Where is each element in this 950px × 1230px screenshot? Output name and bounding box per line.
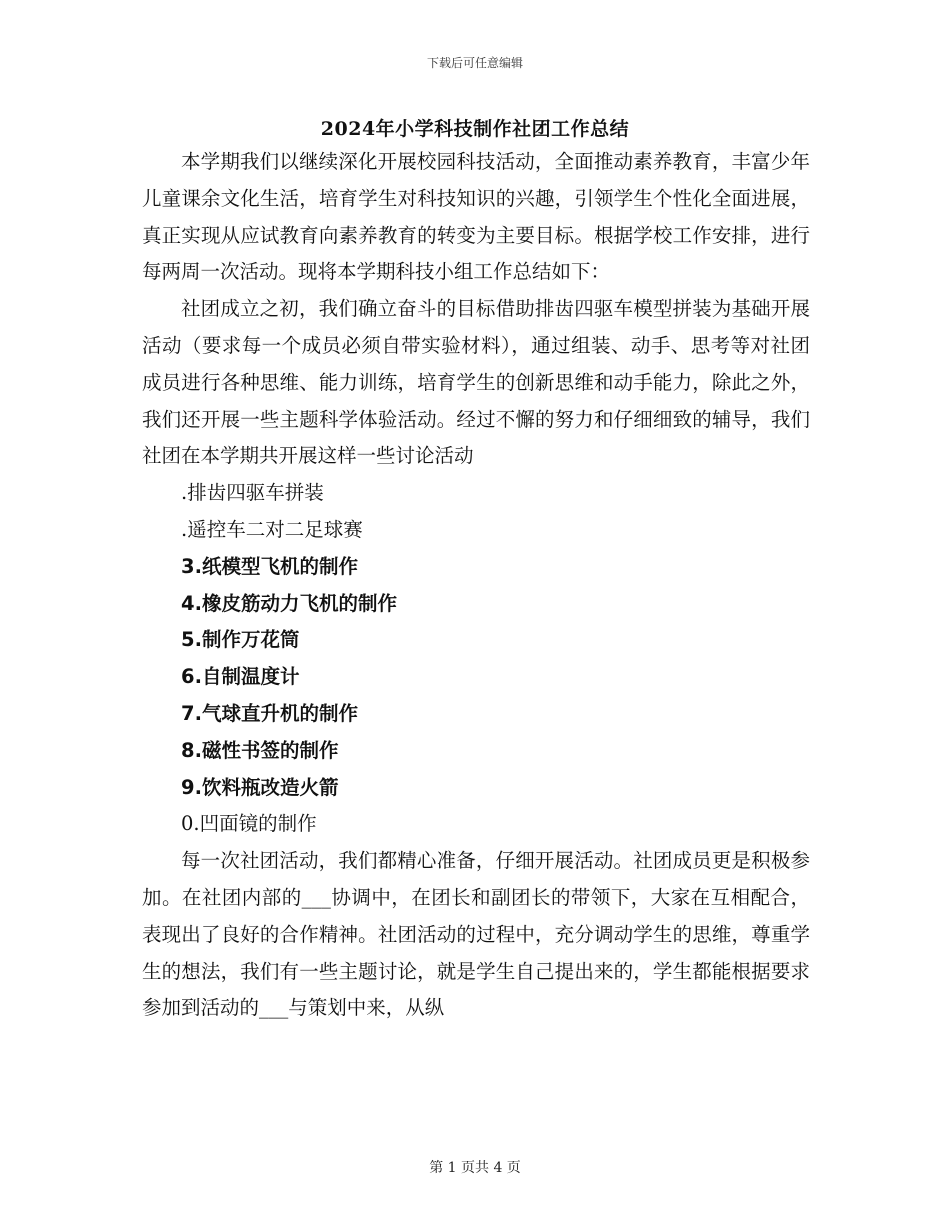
summary-paragraph: 每一次社团活动，我们都精心准备，仔细开展活动。社团成员更是积极参加。在社团内部的___协调中，在团长和副团长的带领下，大家在互相配合，表现出了良好的合作精神。社团活动的过程中，充分调动学生的思维，尊重学生的想法，我们有一些主题讨论，就是学生自己提出来的，学生都能根据要求参加到活动的___与策划中来，从纵 [142,849,810,1020]
document-title: 2024年小学科技制作社团工作总结 [320,118,630,140]
activity-item: 5.制作万花筒 [181,628,300,652]
activity-item: .排齿四驱车拼装 [181,481,324,505]
page-header: 下载后可任意编辑 [426,56,523,70]
activity-item: 6.自制温度计 [181,665,300,689]
activity-item: 0.凹面镜的制作 [181,812,317,836]
activity-item: 9.饮料瓶改造火箭 [181,775,339,799]
activity-item: 7.气球直升机的制作 [181,701,358,725]
activity-item: 3.纸模型飞机的制作 [181,554,358,578]
intro-paragraph: 本学期我们以继续深化开展校园科技活动，全面推动素养教育，丰富少年儿童课余文化生活，培育学生对科技知识的兴趣，引领学生个性化全面进展，真正实现从应试教育向素养教育的转变为主要目标。根据学校工作安排，进行每两周一次活动。现将本学期科技小组工作总结如下： [142,150,810,284]
document-body [142,144,810,1027]
activity-item: 8.磁性书签的制作 [181,738,339,762]
activities-intro-paragraph: 社团成立之初，我们确立奋斗的目标借助排齿四驱车模型拼装为基础开展活动（要求每一个成员必须自带实验材料），通过组装、动手、思考等对社团成员进行各种思维、能力训练，培育学生的创新思维和动手能力，除此之外，我们还开展一些主题科学体验活动。经过不懈的努力和仔细细致的辅导，我们社团在本学期共开展这样一些讨论活动 [142,297,810,468]
page-footer: 第 1 页共 4 页 [429,1160,521,1176]
activity-item: .遥控车二对二足球赛 [181,517,363,541]
activity-item: 4.橡皮筋动力飞机的制作 [181,591,397,615]
